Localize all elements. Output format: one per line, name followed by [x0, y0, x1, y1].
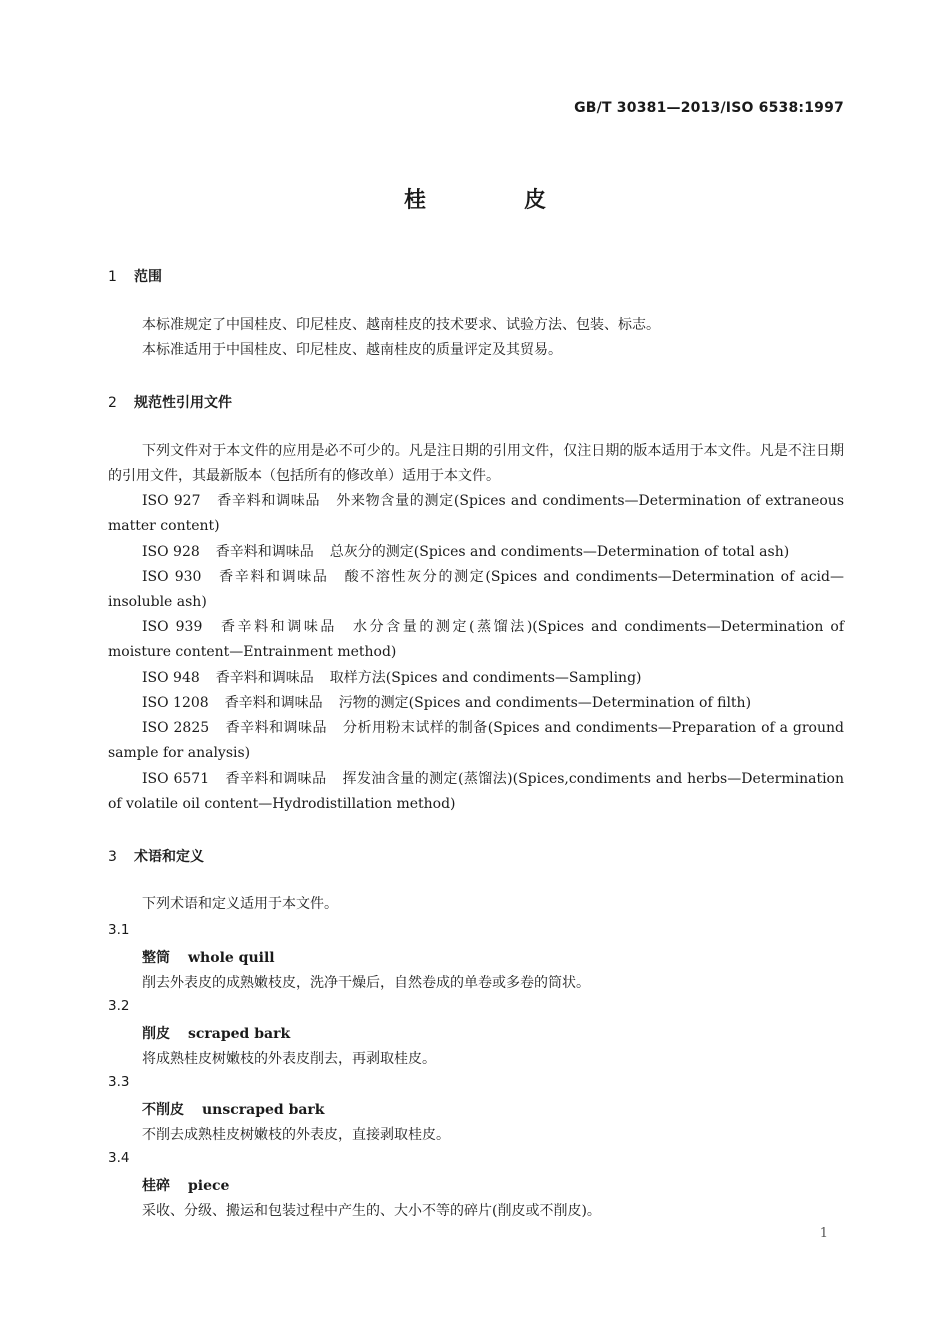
- term-definition: 将成熟桂皮树嫩枝的外表皮削去，再剥取桂皮。: [142, 1051, 436, 1067]
- reference-code: ISO 928: [142, 544, 200, 560]
- term-number: 3.1: [108, 922, 130, 938]
- term-en: piece: [188, 1178, 230, 1194]
- section-number: 3: [108, 849, 117, 865]
- term-number: 3.3: [108, 1074, 130, 1090]
- reference-code: ISO 2825: [142, 720, 210, 736]
- reference-title: 取样方法(Spices and condiments—Sampling): [329, 670, 642, 686]
- term-zh: 削皮: [142, 1026, 170, 1042]
- reference-item: [108, 767, 844, 818]
- reference-item: [108, 666, 844, 691]
- reference-item: [108, 489, 844, 540]
- reference-title: 挥发油含量的测定(蒸馏法)(Spices,condiments and herbs—Determination of volatile oil content—Hydrodistillation method): [108, 771, 844, 813]
- document-title: 桂 皮: [403, 188, 584, 213]
- reference-category: 香辛料和调味品: [224, 695, 323, 711]
- reference-category: 香辛料和调味品: [215, 670, 314, 686]
- term-name: [142, 947, 275, 967]
- reference-code: ISO 930: [142, 569, 202, 585]
- reference-item: [108, 716, 844, 767]
- term-number: 3.2: [108, 998, 130, 1014]
- section-title: 规范性引用文件: [134, 395, 232, 411]
- reference-title: 总灰分的测定(Spices and condiments—Determination of total ash): [329, 544, 790, 560]
- reference-title: 分析用粉末试样的制备(Spices and condiments—Preparation of a ground sample for analysis): [108, 720, 844, 762]
- reference-category: 香辛料和调味品: [215, 544, 314, 560]
- reference-item: [108, 691, 844, 716]
- term-name: [142, 1175, 229, 1195]
- reference-category: 香辛料和调味品: [225, 771, 327, 787]
- term-en: whole quill: [188, 950, 275, 966]
- terms-intro: 下列术语和定义适用于本文件。: [142, 896, 338, 912]
- term-name: [142, 1099, 325, 1119]
- reference-title: 外来物含量的测定(Spices and condiments—Determination of extraneous matter content): [108, 493, 844, 535]
- section-number: 1: [108, 269, 117, 285]
- section-heading-terms: [108, 846, 204, 866]
- reference-title: 水分含量的测定(蒸馏法)(Spices and condiments—Determination of moisture content—Entrainment method): [108, 619, 845, 661]
- reference-code: ISO 948: [142, 670, 200, 686]
- reference-title: 酸不溶性灰分的测定(Spices and condiments—Determination of acid—insoluble ash): [108, 569, 845, 611]
- scope-paragraph-1: 本标准规定了中国桂皮、印尼桂皮、越南桂皮的技术要求、试验方法、包装、标志。: [142, 317, 660, 333]
- reference-category: 香辛料和调味品: [225, 720, 327, 736]
- reference-item: [108, 565, 844, 616]
- reference-title: 污物的测定(Spices and condiments—Determination of filth): [338, 695, 752, 711]
- reference-category: 香辛料和调味品: [216, 493, 321, 509]
- term-number: 3.4: [108, 1150, 130, 1166]
- reference-code: ISO 927: [142, 493, 201, 509]
- term-en: scraped bark: [188, 1026, 291, 1042]
- page-number: 1: [819, 1226, 828, 1241]
- normative-intro: 下列文件对于本文件的应用是必不可少的。凡是注日期的引用文件，仅注日期的版本适用于本文件。凡是不注日期的引用文件，其最新版本（包括所有的修改单）适用于本文件。: [108, 443, 844, 485]
- term-zh: 桂碎: [142, 1178, 170, 1194]
- reference-code: ISO 939: [142, 619, 203, 635]
- term-name: [142, 1023, 290, 1043]
- standard-number: GB/T 30381—2013/ISO 6538:1997: [574, 100, 844, 116]
- term-en: unscraped bark: [202, 1102, 325, 1118]
- section-title: 术语和定义: [134, 849, 204, 865]
- reference-item: [108, 615, 844, 666]
- reference-category: 香辛料和调味品: [218, 619, 337, 635]
- term-definition: 采收、分级、搬运和包装过程中产生的、大小不等的碎片(削皮或不削皮)。: [142, 1203, 601, 1219]
- term-zh: 不削皮: [142, 1102, 184, 1118]
- section-heading-scope: [108, 266, 162, 286]
- term-zh: 整筒: [142, 950, 170, 966]
- section-title: 范围: [134, 269, 162, 285]
- reference-code: ISO 6571: [142, 771, 210, 787]
- scope-paragraph-2: 本标准适用于中国桂皮、印尼桂皮、越南桂皮的质量评定及其贸易。: [142, 342, 562, 358]
- section-heading-normative: [108, 392, 232, 412]
- term-definition: 不削去成熟桂皮树嫩枝的外表皮，直接剥取桂皮。: [142, 1127, 450, 1143]
- section-number: 2: [108, 395, 117, 411]
- term-definition: 削去外表皮的成熟嫩枝皮，洗净干燥后，自然卷成的单卷或多卷的筒状。: [142, 975, 590, 991]
- reference-code: ISO 1208: [142, 695, 209, 711]
- reference-category: 香辛料和调味品: [217, 569, 329, 585]
- reference-item: [108, 540, 844, 565]
